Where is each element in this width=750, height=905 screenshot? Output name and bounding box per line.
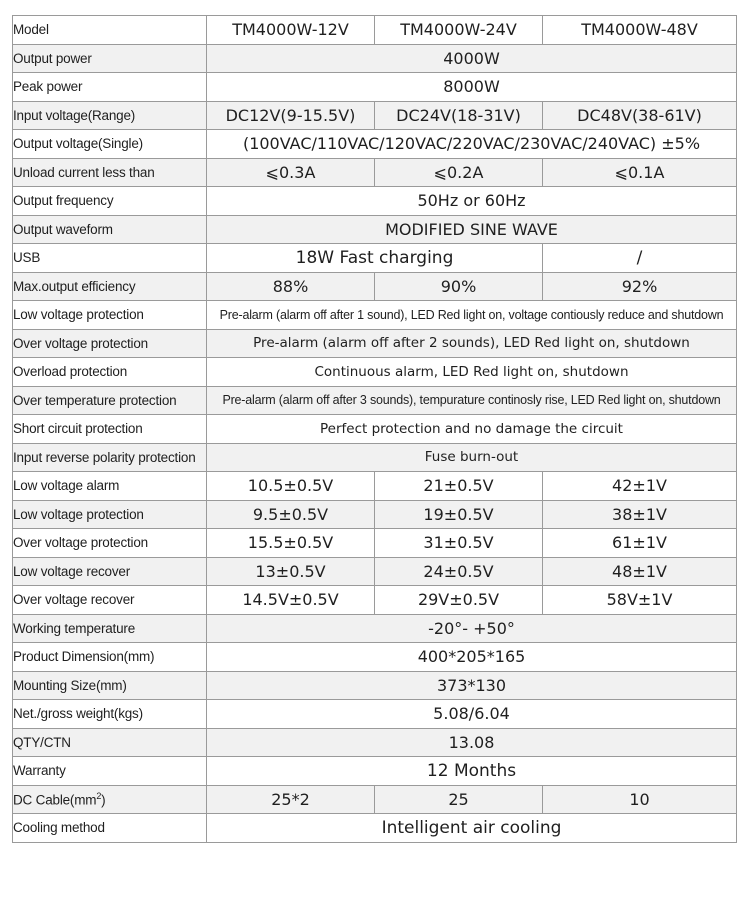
table-row [13, 187, 737, 216]
cell-value: Pre-alarm (alarm off after 3 sounds), tempurature continosly rise, LED Red light on, shutdown [207, 386, 737, 415]
table-row [13, 472, 737, 501]
cell-value: 400*205*165 [207, 643, 737, 672]
table-row [13, 301, 737, 330]
cell-value: Pre-alarm (alarm off after 1 sound), LED Red light on, voltage contiously reduce and shutdown [207, 301, 737, 330]
row-label: Low voltage protection [13, 301, 207, 330]
row-label: Working temperature [13, 614, 207, 643]
cell-value: 61±1V [543, 529, 737, 558]
cell-value: TM4000W-12V [207, 16, 375, 45]
row-label: QTY/CTN [13, 728, 207, 757]
table-row [13, 814, 737, 843]
row-label: Over voltage protection [13, 329, 207, 358]
table-row [13, 671, 737, 700]
cell-value: TM4000W-24V [375, 16, 543, 45]
cell-value: 25 [375, 785, 543, 814]
cell-value: 8000W [207, 73, 737, 102]
cell-value: 12 Months [207, 757, 737, 786]
row-label: Input reverse polarity protection [13, 443, 207, 472]
row-label: Output voltage(Single) [13, 130, 207, 159]
table-row [13, 272, 737, 301]
cell-value: 92% [543, 272, 737, 301]
cell-value: 13±0.5V [207, 557, 375, 586]
row-label: Model [13, 16, 207, 45]
cell-value: 58V±1V [543, 586, 737, 615]
row-label: Unload current less than [13, 158, 207, 187]
cell-value: Fuse burn-out [207, 443, 737, 472]
table-row [13, 16, 737, 45]
row-label: Low voltage alarm [13, 472, 207, 501]
row-label: Output waveform [13, 215, 207, 244]
row-label: Over voltage recover [13, 586, 207, 615]
row-label: Warranty [13, 757, 207, 786]
cell-value: 4000W [207, 44, 737, 73]
table-row [13, 130, 737, 159]
cell-value: ⩽0.2A [375, 158, 543, 187]
row-label: Short circuit protection [13, 415, 207, 444]
row-label: Peak power [13, 73, 207, 102]
table-row [13, 386, 737, 415]
row-label: USB [13, 244, 207, 273]
cell-value: 10.5±0.5V [207, 472, 375, 501]
cell-value: DC48V(38-61V) [543, 101, 737, 130]
cell-value: 13.08 [207, 728, 737, 757]
table-row [13, 614, 737, 643]
table-row [13, 443, 737, 472]
table-row [13, 586, 737, 615]
table-row [13, 529, 737, 558]
table-row [13, 158, 737, 187]
cell-value: TM4000W-48V [543, 16, 737, 45]
row-label: Over voltage protection [13, 529, 207, 558]
table-row [13, 73, 737, 102]
cell-value: 50Hz or 60Hz [207, 187, 737, 216]
row-label: Mounting Size(mm) [13, 671, 207, 700]
row-label: Net./gross weight(kgs) [13, 700, 207, 729]
cell-value: 14.5V±0.5V [207, 586, 375, 615]
table-row [13, 700, 737, 729]
cell-value: ⩽0.3A [207, 158, 375, 187]
table-row [13, 44, 737, 73]
cell-value: 9.5±0.5V [207, 500, 375, 529]
cell-value: 48±1V [543, 557, 737, 586]
row-label: Overload protection [13, 358, 207, 387]
table-row [13, 643, 737, 672]
cell-value: Pre-alarm (alarm off after 2 sounds), LED Red light on, shutdown [207, 329, 737, 358]
cell-value: Intelligent air cooling [207, 814, 737, 843]
table-row [13, 415, 737, 444]
cell-value: 15.5±0.5V [207, 529, 375, 558]
cell-value: 5.08/6.04 [207, 700, 737, 729]
table-row [13, 358, 737, 387]
cell-value: ⩽0.1A [543, 158, 737, 187]
cell-value: DC24V(18-31V) [375, 101, 543, 130]
cell-value: 10 [543, 785, 737, 814]
row-label: Max.output efficiency [13, 272, 207, 301]
table-row [13, 244, 737, 273]
cell-value: 38±1V [543, 500, 737, 529]
row-label-tail: ) [101, 792, 106, 808]
cell-value: 88% [207, 272, 375, 301]
cell-value: 29V±0.5V [375, 586, 543, 615]
table-row [13, 101, 737, 130]
row-label [13, 785, 207, 814]
row-label: Cooling method [13, 814, 207, 843]
cell-value: MODIFIED SINE WAVE [207, 215, 737, 244]
row-label-text: DC Cable(mm [13, 792, 97, 808]
spec-table [12, 15, 737, 843]
cell-value: -20°- +50° [207, 614, 737, 643]
cell-value: 21±0.5V [375, 472, 543, 501]
cell-value: 25*2 [207, 785, 375, 814]
row-label: Input voltage(Range) [13, 101, 207, 130]
cell-value: DC12V(9-15.5V) [207, 101, 375, 130]
table-row [13, 785, 737, 814]
cell-value: 373*130 [207, 671, 737, 700]
row-label: Output frequency [13, 187, 207, 216]
row-label: Product Dimension(mm) [13, 643, 207, 672]
cell-value: / [543, 244, 737, 273]
table-row [13, 757, 737, 786]
cell-value: 24±0.5V [375, 557, 543, 586]
cell-value: Perfect protection and no damage the circuit [207, 415, 737, 444]
superscript: 2 [96, 791, 102, 801]
cell-value: 19±0.5V [375, 500, 543, 529]
row-label: Over temperature protection [13, 386, 207, 415]
table-row [13, 557, 737, 586]
row-label: Low voltage recover [13, 557, 207, 586]
cell-value: 90% [375, 272, 543, 301]
row-label: Low voltage protection [13, 500, 207, 529]
cell-value: 42±1V [543, 472, 737, 501]
table-row [13, 728, 737, 757]
table-row [13, 215, 737, 244]
table-row [13, 329, 737, 358]
cell-value: 18W Fast charging [207, 244, 543, 273]
row-label: Output power [13, 44, 207, 73]
cell-value: (100VAC/110VAC/120VAC/220VAC/230VAC/240VAC) ±5% [207, 130, 737, 159]
cell-value: 31±0.5V [375, 529, 543, 558]
table-row [13, 500, 737, 529]
cell-value: Continuous alarm, LED Red light on, shutdown [207, 358, 737, 387]
